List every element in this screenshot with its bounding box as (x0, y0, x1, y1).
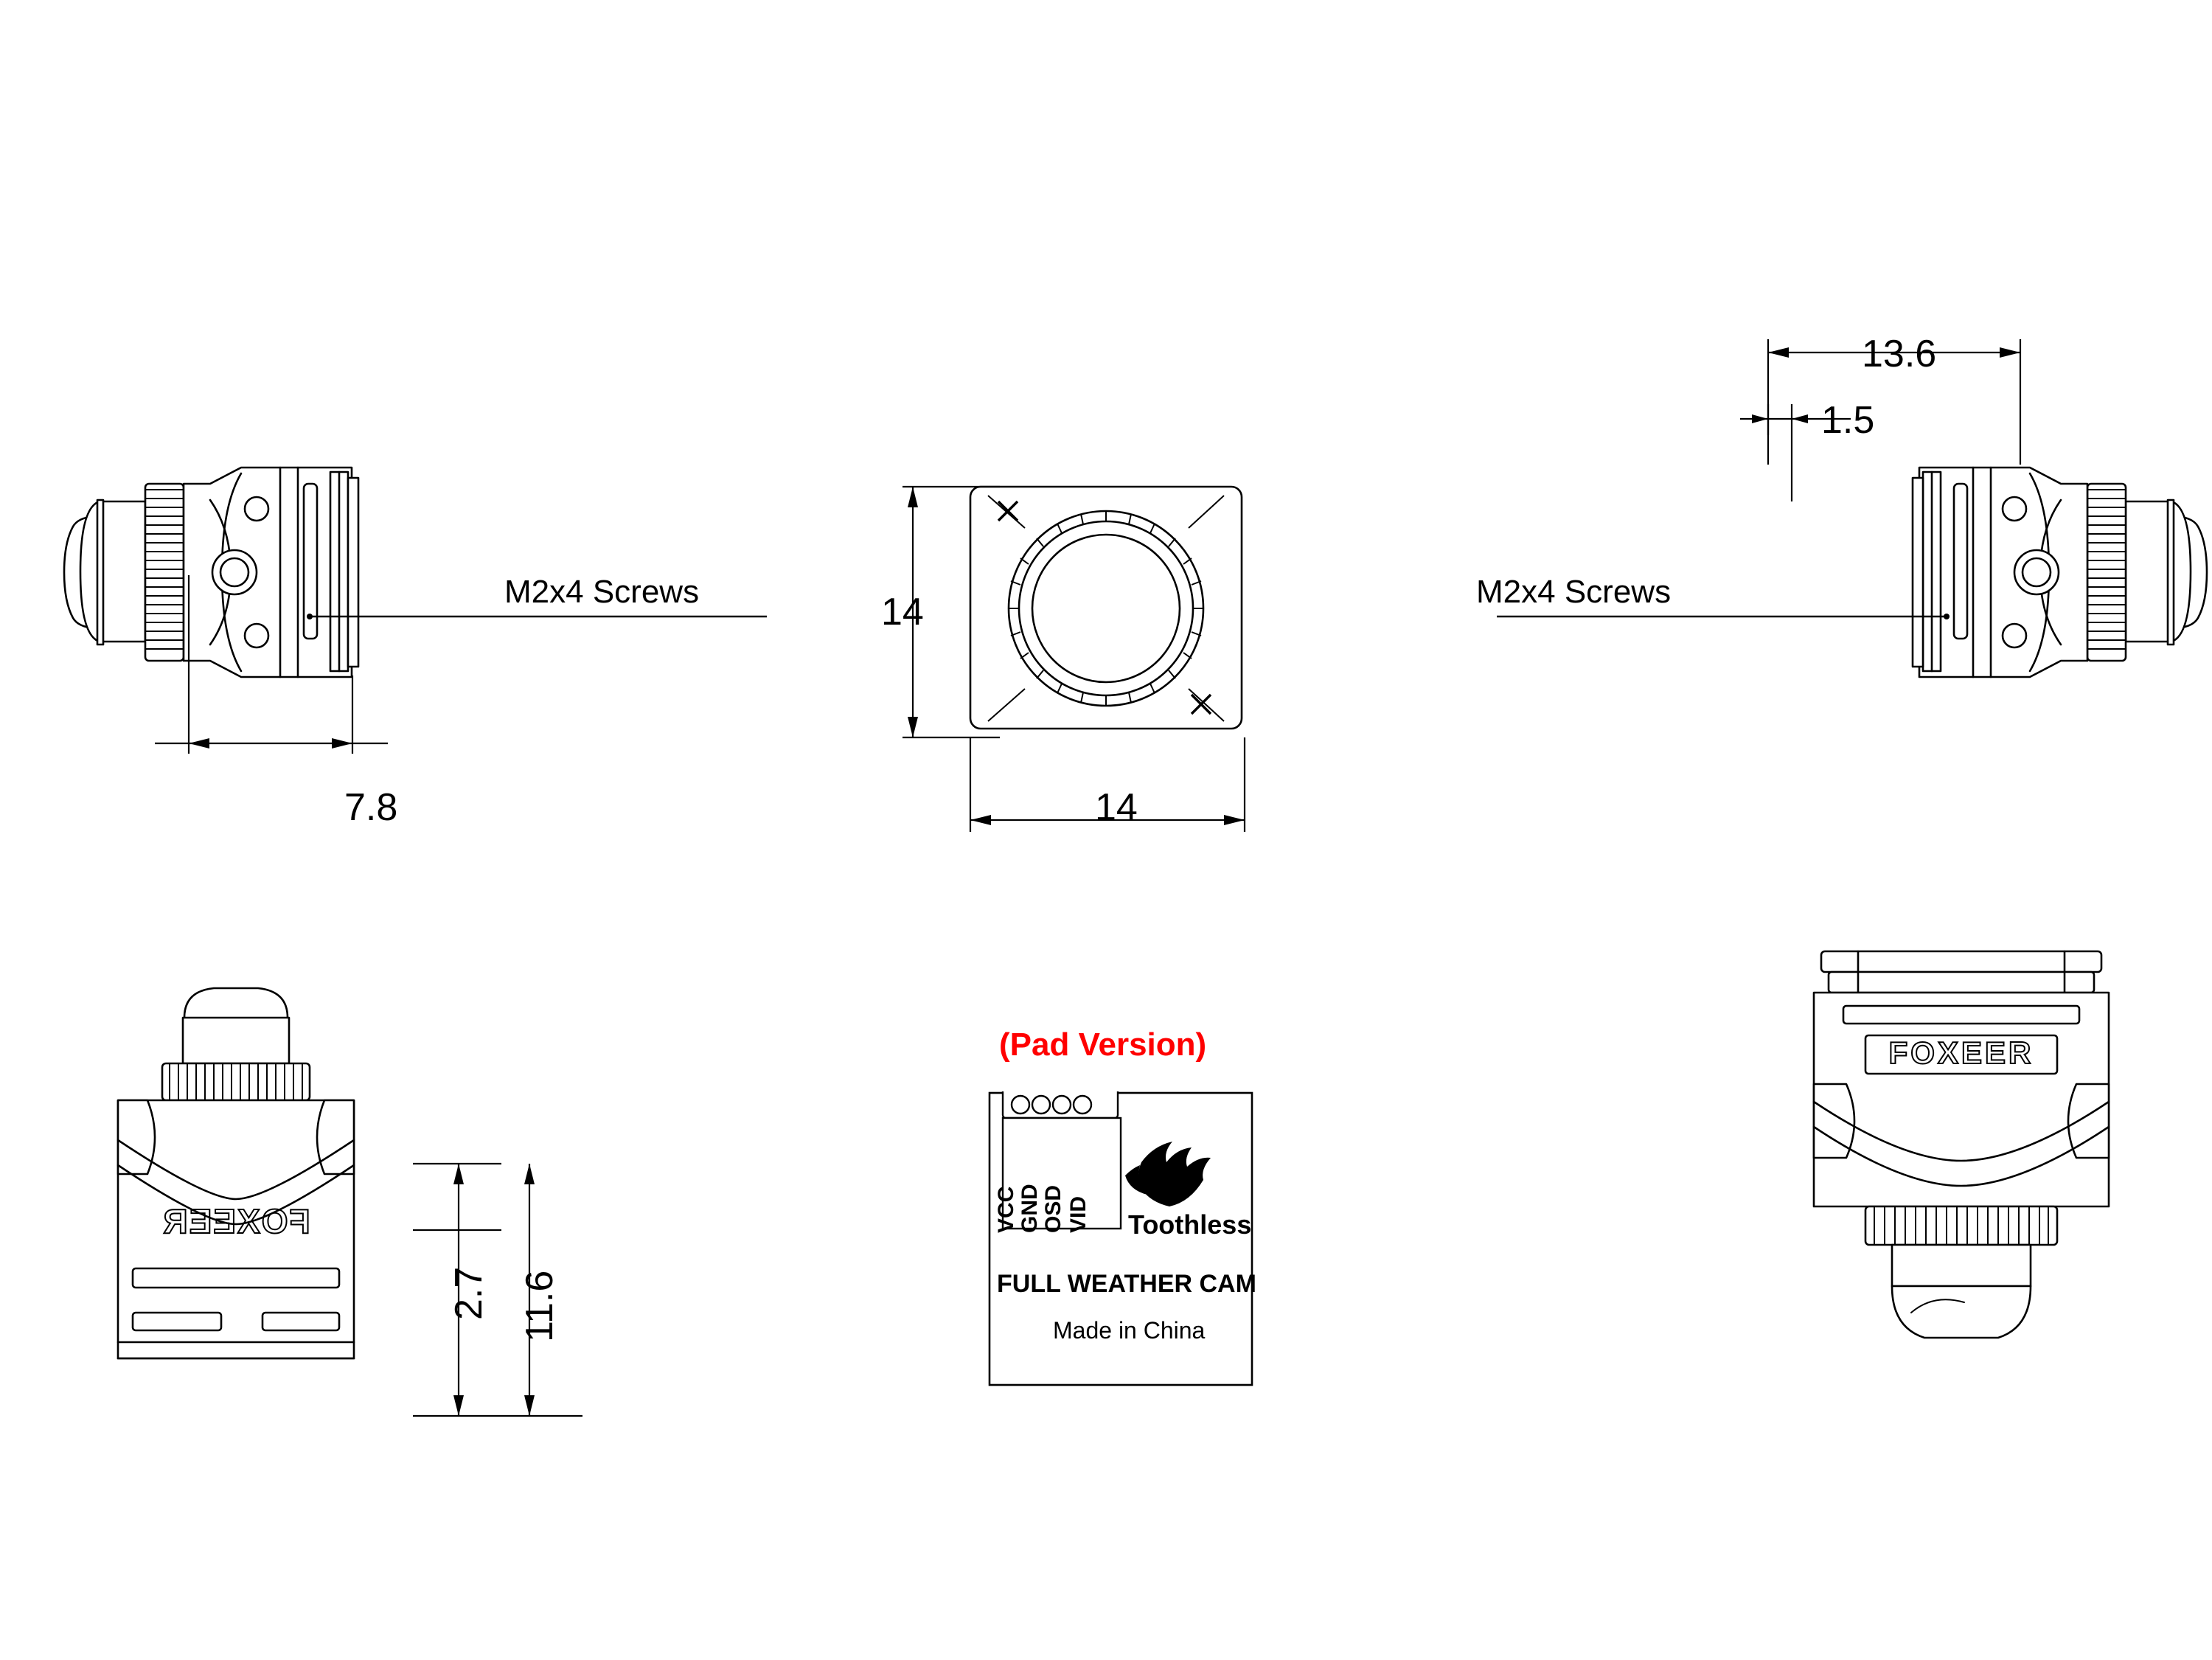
brand-name-toothless: Toothless (1128, 1209, 1252, 1240)
pad-label-vcc: VCC (994, 1186, 1018, 1233)
dimension-label-11-6: 11.6 (518, 1270, 561, 1342)
callout-m2x4-screws-right: M2x4 Screws (1476, 574, 1672, 610)
pad-version-heading: (Pad Version) (999, 1027, 1207, 1063)
pad-label-vid: VID (1066, 1195, 1091, 1233)
svg-text:FOXEER: FOXEER (161, 1202, 310, 1240)
dimension-label-14-width: 14 (1095, 786, 1138, 829)
product-name: FULL WEATHER CAM (997, 1270, 1256, 1298)
pad-label-osd: OSD (1041, 1184, 1065, 1233)
svg-text:FOXEER: FOXEER (1888, 1035, 2034, 1070)
rear-view-graphic (1784, 944, 2197, 1431)
dimension-label-13-6: 13.6 (1862, 333, 1937, 375)
dimension-label-2-7: 2.7 (448, 1266, 490, 1320)
rear-view (1784, 944, 2197, 1431)
pad-label-gnd: GND (1018, 1184, 1042, 1233)
dimension-label-14-height: 14 (881, 591, 924, 633)
callout-m2x4-screws-left: M2x4 Screws (504, 574, 700, 610)
origin-label: Made in China (1053, 1317, 1206, 1344)
front-view (966, 472, 1276, 767)
dimension-2-7-and-11-6 (413, 1091, 605, 1490)
dimension-label-1-5: 1.5 (1821, 399, 1875, 442)
front-view-graphic (966, 472, 1276, 767)
dimension-label-7-8: 7.8 (344, 786, 398, 829)
dimension-1-5 (1718, 391, 2212, 538)
